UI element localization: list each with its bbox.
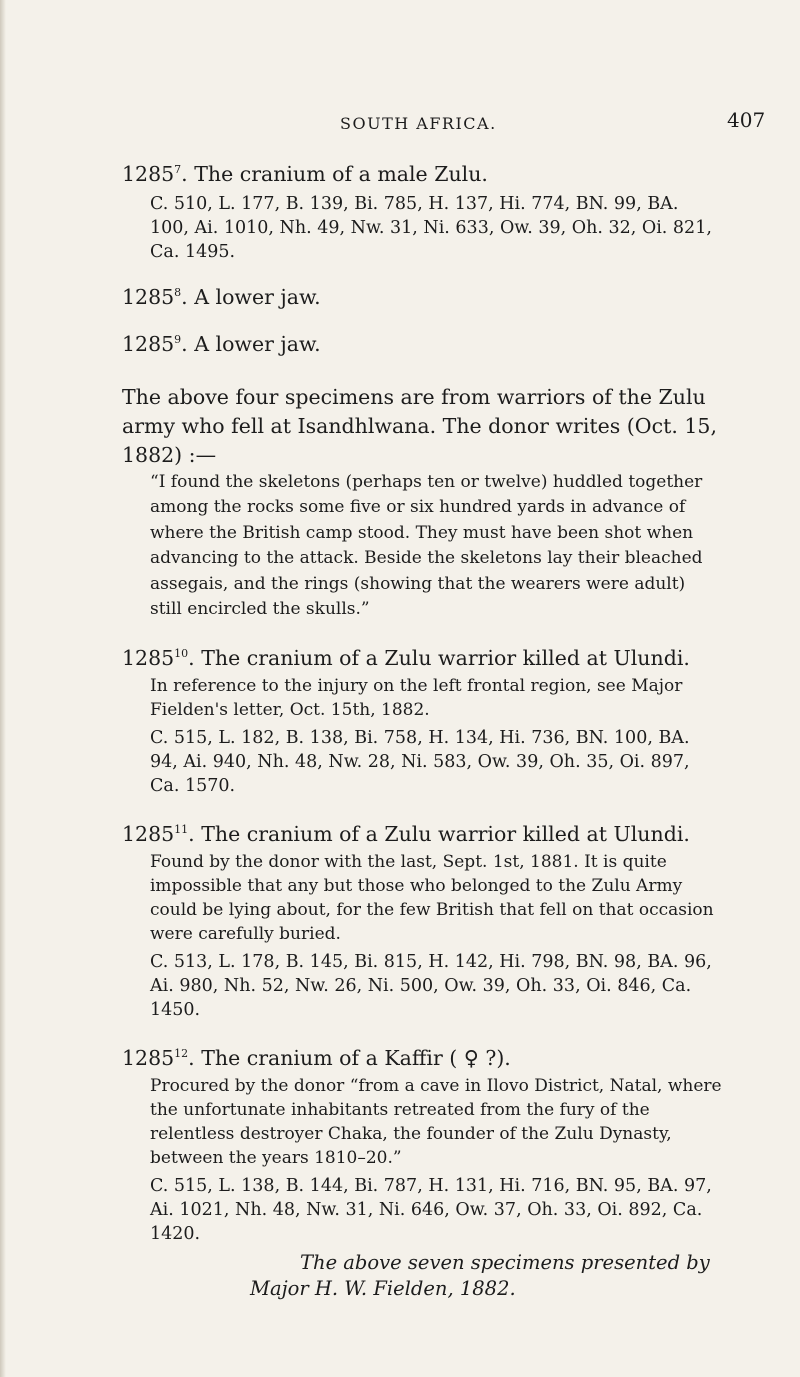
entry-heading bbox=[122, 644, 722, 672]
entry-superscript: 7 bbox=[174, 163, 182, 177]
entry-title: . A lower jaw. bbox=[181, 285, 321, 309]
entry-number: 1285 bbox=[122, 1046, 175, 1071]
entry-title: . The cranium of a Zulu warrior killed at Ulundi. bbox=[188, 646, 690, 671]
running-head: SOUTH AFRICA. bbox=[340, 114, 497, 133]
entry-number: 1285 bbox=[122, 285, 175, 309]
entry-number: 1285 bbox=[122, 646, 175, 671]
credit-line: The above seven specimens presented by bbox=[300, 1251, 710, 1275]
donor-quote: “I found the skeletons (perhaps ten or twelve) huddled together among the rocks some five or six hundred yards in advance of where the British camp stood. They must have been shot when advancing to the attack. Beside the skeletons lay their bleached assegais, and the rings (showing that the wearers were adult) still encircled the skulls.” bbox=[150, 472, 703, 620]
entry-title: . The cranium of a Kaffir ( ♀ ?). bbox=[188, 1046, 511, 1071]
entry-number: 1285 bbox=[122, 162, 175, 186]
page-body bbox=[122, 160, 722, 1302]
entry-note: Found by the donor with the last, Sept. 1st, 1881. It is quite impossible that any but those who belonged to the Zulu Army could be lying about, for the few British that fell on that occasion were carefully buried. bbox=[150, 852, 714, 945]
entry-number: 1285 bbox=[122, 332, 175, 356]
donor-credit bbox=[122, 1250, 722, 1302]
entry-superscript: 9 bbox=[174, 333, 182, 347]
entry-heading bbox=[122, 820, 722, 848]
body-paragraph: The above four specimens are from warriors of the Zulu army who fell at Isandhlwana. The donor writes (Oct. 15, 1882) :— bbox=[122, 385, 717, 467]
entry-title: . The cranium of a male Zulu. bbox=[181, 162, 488, 186]
page-header bbox=[0, 108, 800, 144]
entry-superscript: 12 bbox=[174, 1047, 189, 1061]
entry-superscript: 8 bbox=[174, 286, 182, 300]
entry-note: Procured by the donor “from a cave in Ilovo District, Natal, where the unfortunate inhabitants retreated from the fury of the relentless destroyer Chaka, the founder of the Zulu Dynasty, between the years 1810–20.” bbox=[150, 1076, 722, 1169]
entry-heading bbox=[122, 1044, 722, 1072]
credit-line: Major H. W. Fielden, 1882. bbox=[250, 1277, 516, 1301]
entry-heading bbox=[122, 330, 722, 358]
entry-measurements: C. 515, L. 138, B. 144, Bi. 787, H. 131, Hi. 716, BN. 95, BA. 97, Ai. 1021, Nh. 48, Nw. 31, Ni. 646, Ow. 37, Oh. 33, Oi. 892, Ca. 1420. bbox=[150, 1176, 712, 1245]
page-number: 407 bbox=[727, 108, 766, 132]
page-edge-shadow bbox=[0, 0, 6, 1377]
entry-note: In reference to the injury on the left frontal region, see Major Fielden's letter, Oct. 15th, 1882. bbox=[150, 676, 683, 721]
entry-measurements: C. 513, L. 178, B. 145, Bi. 815, H. 142, Hi. 798, BN. 98, BA. 96, Ai. 980, Nh. 52, Nw. 26, Ni. 500, Ow. 39, Oh. 33, Oi. 846, Ca. 1450. bbox=[150, 952, 712, 1021]
entry-title: . A lower jaw. bbox=[181, 332, 321, 356]
entry-heading bbox=[122, 160, 722, 188]
entry-measurements: C. 515, L. 182, B. 138, Bi. 758, H. 134, Hi. 736, BN. 100, BA. 94, Ai. 940, Nh. 48, Nw. 28, Ni. 583, Ow. 39, Oh. 35, Oi. 897, Ca. 1570. bbox=[150, 728, 690, 797]
entry-number: 1285 bbox=[122, 822, 175, 847]
entry-superscript: 11 bbox=[174, 823, 189, 837]
entry-title: . The cranium of a Zulu warrior killed at Ulundi. bbox=[188, 822, 690, 847]
entry-superscript: 10 bbox=[174, 647, 189, 661]
entry-measurements: C. 510, L. 177, B. 139, Bi. 785, H. 137, Hi. 774, BN. 99, BA. 100, Ai. 1010, Nh. 49, Nw. 31, Ni. 633, Ow. 39, Oh. 32, Oi. 821, Ca. 1495. bbox=[150, 194, 712, 262]
entry-heading bbox=[122, 283, 722, 311]
